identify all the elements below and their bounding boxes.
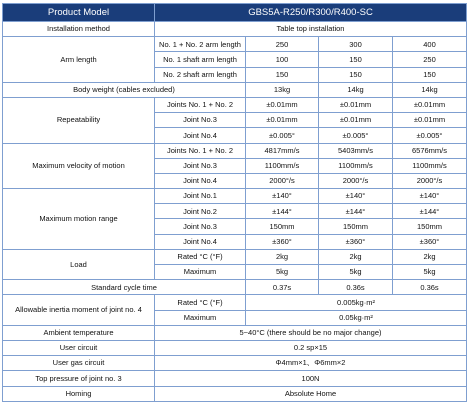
spec-value: 5403mm/s: [319, 143, 393, 158]
spec-value: ±140°: [393, 189, 467, 204]
spec-table: [2, 3, 467, 402]
repeatability-sub: Joint No.3: [155, 113, 246, 128]
ambient-label: Ambient temperature: [3, 325, 155, 340]
installation-value: Table top installation: [155, 22, 467, 37]
load-sub: Maximum: [155, 265, 246, 280]
arm-length-sub: No. 1 + No. 2 arm length: [155, 37, 246, 52]
spec-value: 14kg: [319, 82, 393, 97]
max-velocity-sub: Joints No. 1 + No. 2: [155, 143, 246, 158]
spec-value: 5kg: [393, 265, 467, 280]
spec-value: 250: [246, 37, 319, 52]
spec-value: 100: [246, 52, 319, 67]
spec-value: ±360°: [393, 234, 467, 249]
top-pressure-row: [3, 371, 467, 386]
spec-value: 150: [319, 52, 393, 67]
homing-row: [3, 386, 467, 401]
load-label: Load: [3, 249, 155, 279]
spec-value: 2kg: [246, 249, 319, 264]
spec-value: ±360°: [246, 234, 319, 249]
header-row: [3, 4, 467, 22]
cycle-time-row: [3, 280, 467, 295]
user-circuit-row: [3, 340, 467, 355]
spec-value: 13kg: [246, 82, 319, 97]
top-pressure-label: Top pressure of joint no. 3: [3, 371, 155, 386]
spec-value: 400: [393, 37, 467, 52]
spec-value: 150mm: [393, 219, 467, 234]
spec-value: ±0.005°: [246, 128, 319, 143]
spec-value: 0.005kg·m²: [246, 295, 467, 310]
load-sub: Rated °C (°F): [155, 249, 246, 264]
arm-length-label: Arm length: [3, 37, 155, 83]
spec-value: 150mm: [319, 219, 393, 234]
spec-value: 150mm: [246, 219, 319, 234]
max-velocity-label: Maximum velocity of motion: [3, 143, 155, 189]
spec-value: ±140°: [246, 189, 319, 204]
homing-label: Homing: [3, 386, 155, 401]
spec-value: 4817mm/s: [246, 143, 319, 158]
spec-value: ±0.005°: [319, 128, 393, 143]
spec-value: 2000°/s: [319, 173, 393, 188]
spec-value: ±0.01mm: [246, 113, 319, 128]
homing-value: Absolute Home: [155, 386, 467, 401]
spec-value: ±0.01mm: [393, 97, 467, 112]
motion-range-row: [3, 189, 467, 204]
ambient-value: 5~40°C (there should be no major change): [155, 325, 467, 340]
user-circuit-value: 0.2 sp×15: [155, 340, 467, 355]
body-weight-row: [3, 82, 467, 97]
cycle-time-label: Standard cycle time: [3, 280, 246, 295]
repeatability-sub: Joint No.4: [155, 128, 246, 143]
max-velocity-sub: Joint No.4: [155, 173, 246, 188]
spec-value: 2000°/s: [246, 173, 319, 188]
repeatability-label: Repeatability: [3, 97, 155, 143]
max-velocity-row: [3, 143, 467, 158]
spec-value: 150: [393, 67, 467, 82]
arm-length-row: [3, 37, 467, 52]
installation-row: [3, 22, 467, 37]
motion-range-label: Maximum motion range: [3, 189, 155, 250]
user-gas-row: [3, 356, 467, 371]
spec-value: ±140°: [319, 189, 393, 204]
spec-value: 0.36s: [393, 280, 467, 295]
user-gas-value: Φ4mm×1、Φ6mm×2: [155, 356, 467, 371]
spec-value: ±0.01mm: [393, 113, 467, 128]
spec-value: 1100mm/s: [246, 158, 319, 173]
top-pressure-value: 100N: [155, 371, 467, 386]
spec-value: ±0.01mm: [246, 97, 319, 112]
spec-value: 0.05kg·m²: [246, 310, 467, 325]
body-weight-label: Body weight (cables excluded): [3, 82, 246, 97]
spec-value: 300: [319, 37, 393, 52]
spec-value: ±0.005°: [393, 128, 467, 143]
spec-value: 0.37s: [246, 280, 319, 295]
spec-value: ±144°: [246, 204, 319, 219]
spec-value: 14kg: [393, 82, 467, 97]
inertia-row: [3, 295, 467, 310]
spec-value: 150: [319, 67, 393, 82]
motion-range-sub: Joint No.3: [155, 219, 246, 234]
spec-value: 5kg: [246, 265, 319, 280]
installation-label: Installation method: [3, 22, 155, 37]
repeatability-sub: Joints No. 1 + No. 2: [155, 97, 246, 112]
spec-value: 2kg: [319, 249, 393, 264]
user-gas-label: User gas circuit: [3, 356, 155, 371]
spec-value: ±144°: [319, 204, 393, 219]
ambient-row: [3, 325, 467, 340]
load-row: [3, 249, 467, 264]
spec-value: ±360°: [319, 234, 393, 249]
spec-value: 2kg: [393, 249, 467, 264]
inertia-sub: Maximum: [155, 310, 246, 325]
spec-value: 5kg: [319, 265, 393, 280]
arm-length-sub: No. 2 shaft arm length: [155, 67, 246, 82]
motion-range-sub: Joint No.2: [155, 204, 246, 219]
repeatability-row: [3, 97, 467, 112]
motion-range-sub: Joint No.1: [155, 189, 246, 204]
spec-value: 1100mm/s: [319, 158, 393, 173]
inertia-sub: Rated °C (°F): [155, 295, 246, 310]
arm-length-sub: No. 1 shaft arm length: [155, 52, 246, 67]
spec-value: 2000°/s: [393, 173, 467, 188]
spec-value: ±144°: [393, 204, 467, 219]
spec-value: 150: [246, 67, 319, 82]
product-model-value: GBS5A-R250/R300/R400-SC: [155, 4, 467, 22]
spec-value: 6576mm/s: [393, 143, 467, 158]
spec-value: ±0.01mm: [319, 113, 393, 128]
spec-value: ±0.01mm: [319, 97, 393, 112]
spec-value: 1100mm/s: [393, 158, 467, 173]
spec-value: 250: [393, 52, 467, 67]
motion-range-sub: Joint No.4: [155, 234, 246, 249]
max-velocity-sub: Joint No.3: [155, 158, 246, 173]
spec-value: 0.36s: [319, 280, 393, 295]
inertia-label: Allowable inertia moment of joint no. 4: [3, 295, 155, 325]
user-circuit-label: User circuit: [3, 340, 155, 355]
product-model-label: Product Model: [3, 4, 155, 22]
